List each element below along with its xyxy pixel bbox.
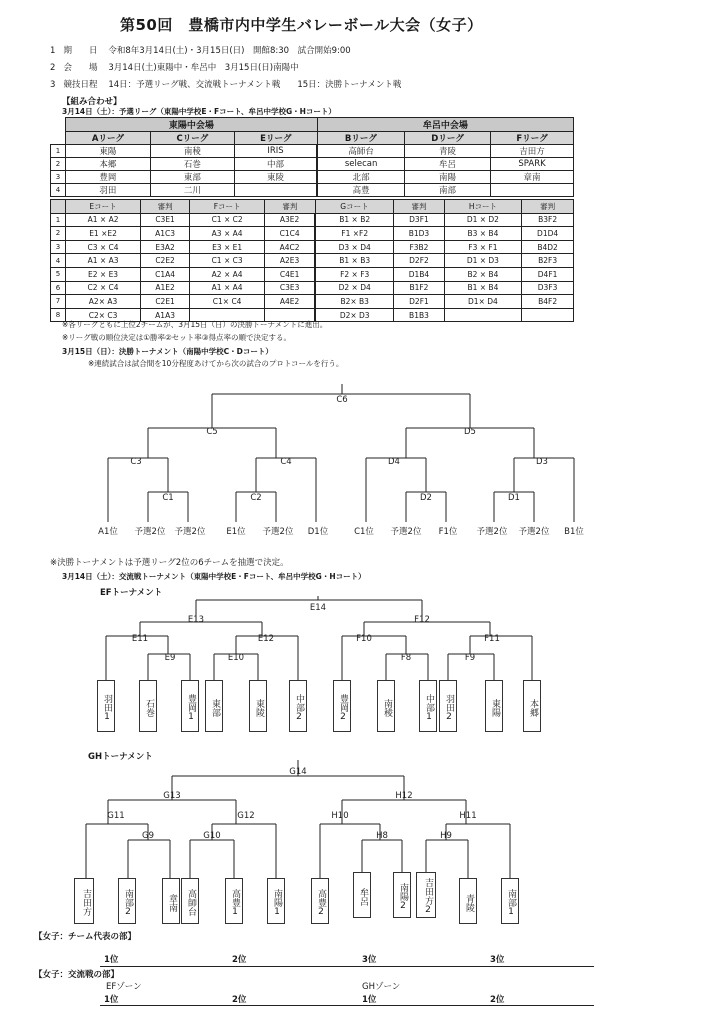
match-cell: A1 × A3 [66,254,141,268]
league-team-cell: SPARK [491,158,574,171]
league-team-cell: 南部 [405,184,491,197]
row-number: 2 [51,158,66,171]
league-row [51,184,574,197]
court-row [51,227,574,241]
match-label: C5 [206,427,218,437]
league-row [51,158,574,171]
match-label: G13 [163,791,181,801]
referee-cell: D2F1 [394,295,444,309]
match-label: H10 [331,811,349,821]
team-box: 南陽2 [393,872,411,918]
day2-header: 3月15日（日）：決勝トーナメント（南陽中学校C・Dコート） [62,347,273,356]
match-cell: C2 × C4 [66,281,141,295]
match-label: F10 [356,634,372,644]
referee-cell: D3F3 [522,281,574,295]
match-label: E12 [257,634,275,644]
league-team-cell: 南陽 [405,171,491,184]
match-label: H8 [376,831,388,841]
league-team-cell: 牟呂 [405,158,491,171]
match-cell: E3 × E1 [190,240,265,254]
team-box: 吉田方2 [416,872,436,918]
team-box: 高豊2 [311,878,329,924]
referee-cell: A3E2 [265,213,315,227]
row-number: 3 [51,171,66,184]
match-cell: A1 × A2 [66,213,141,227]
team-box: 南部1 [501,878,519,924]
league-team-cell: 南稜 [150,145,234,158]
seed-label: B1位 [564,527,584,537]
match-cell: D3 × D4 [315,240,394,254]
match-cell: B3 × B4 [444,227,522,241]
row-number: 4 [51,184,66,197]
match-cell: C3 × C4 [66,240,141,254]
info-row-2 [50,61,299,73]
league-table [50,117,574,197]
kumiawase-heading: 【組み合わせ】 [62,97,122,107]
team-box: 南陽1 [267,878,285,924]
court-header: Hコート [444,200,522,214]
team-results-title: 【女子：チーム代表の部】 [34,932,137,942]
league-team-cell [491,184,574,197]
row-number: 1 [51,213,66,227]
league-team-cell: IRIS [234,145,317,158]
rank-label: 1位 [104,995,119,1005]
result-line [100,966,594,967]
match-label: C6 [336,395,348,405]
match-label: H12 [395,791,413,801]
match-label: E13 [187,615,205,625]
exchange-results-title: 【女子：交流戦の部】 [34,970,120,980]
ef-zone-label: EFゾーン [106,982,142,992]
court-row [51,295,574,309]
ef-title: EFトーナメント [100,588,163,598]
league-team-cell: 羽田 [66,184,151,197]
league-rows [51,145,574,197]
match-cell [444,308,522,322]
match-label: G9 [142,831,154,841]
referee-cell: A1C3 [141,227,190,241]
match-label: G11 [107,811,125,821]
match-label: E10 [227,653,245,663]
referee-cell: C3E3 [265,281,315,295]
note-2: ※リーグ戦の順位決定は①勝率②セット率③得点率の順で決定する。 [62,333,291,342]
row-number: 7 [51,295,66,309]
match-cell: D2 × D4 [315,281,394,295]
team-box: 豊岡2 [333,680,351,732]
final-bracket [0,370,724,540]
info-no: 2 [50,63,56,73]
info-row-3 [50,78,401,90]
league-team-cell: 東陵 [234,171,317,184]
league-team-cell: 東陽 [66,145,151,158]
rank-label: 1位 [362,995,377,1005]
ef-bracket [0,596,724,682]
exchange-header: 3月14日（土）：交流戦トーナメント（東陽中学校E・Fコート、牟呂中学校G・Hコート） [62,572,366,581]
referee-cell: A1E2 [141,281,190,295]
court-header: Eコート [66,200,141,214]
court-row [51,213,574,227]
league-team-cell: selecan [317,158,404,171]
match-cell: F2 × F3 [315,267,394,281]
info-no: 3 [50,80,56,90]
row-number: 8 [51,308,66,322]
referee-cell: C2E2 [141,254,190,268]
row-number: 3 [51,240,66,254]
court-row [51,240,574,254]
match-cell: A3 × A4 [190,227,265,241]
league-header: Dリーグ [405,132,491,145]
referee-cell: B3F2 [522,213,574,227]
match-cell: F1 ×F2 [315,227,394,241]
day1-header: 3月14日（土）：予選リーグ（東陽中学校E・Fコート、牟呂中学校G・Hコート） [62,107,336,116]
team-box: 高師台 [181,878,199,924]
referee-cell: A2E3 [265,254,315,268]
seed-label: 予選2位 [476,527,508,537]
seed-label: D1位 [307,527,329,537]
team-box: 羽田2 [439,680,457,732]
match-label: D5 [464,427,476,437]
team-box: 羽田1 [97,680,115,732]
referee-cell: D1B4 [394,267,444,281]
league-team-cell: 中部 [234,158,317,171]
match-label: C2 [250,493,262,503]
rank-label: 2位 [490,995,505,1005]
match-cell: B1 × B4 [444,281,522,295]
row-number: 4 [51,254,66,268]
referee-cell: B1D3 [394,227,444,241]
match-cell: D1× D4 [444,295,522,309]
page-title: 第50回 豊橋市内中学生バレーボール大会（女子） [120,16,483,34]
info-row-1 [50,44,351,56]
match-cell: E2 × E3 [66,267,141,281]
match-label: H9 [440,831,452,841]
league-team-cell: 石巻 [150,158,234,171]
seed-label: 予選2位 [134,527,166,537]
league-header: Fリーグ [491,132,574,145]
court-header: Fコート [190,200,265,214]
league-row [51,171,574,184]
court-rows [51,213,574,322]
seed-label: A1位 [98,527,118,537]
blank-cell [51,118,66,132]
court-header: 審判 [265,200,315,214]
row-number: 6 [51,281,66,295]
league-team-cell: 青陵 [405,145,491,158]
info-label: 会 場 [63,63,98,73]
match-label: F11 [484,634,500,644]
match-label: F12 [414,615,430,625]
info-no: 1 [50,46,56,56]
court-header: 審判 [522,200,574,214]
referee-cell: B4F2 [522,295,574,309]
match-cell: E1 ×E2 [66,227,141,241]
match-cell: C1× C4 [190,295,265,309]
match-label: D4 [388,457,400,467]
match-label: D1 [508,493,520,503]
exchange-note: ※決勝トーナメントは予選リーグ2位の6チームを抽選で決定。 [50,558,289,568]
team-box: 豊岡1 [181,680,199,732]
match-cell: D1 × D2 [444,213,522,227]
note-1: ※各リーグともに上位2チームが、3月15日（日）の決勝トーナメントに進出。 [62,320,328,329]
league-team-cell: 本郷 [66,158,151,171]
rank-label: 2位 [232,995,247,1005]
league-row [51,145,574,158]
referee-cell: D1D4 [522,227,574,241]
team-box: 本郷 [523,680,541,732]
referee-cell: A4E2 [265,295,315,309]
league-team-cell: 二川 [150,184,234,197]
referee-cell: B1B3 [394,308,444,322]
team-box: 南部2 [118,878,136,924]
referee-cell: C1A4 [141,267,190,281]
referee-cell: C1C4 [265,227,315,241]
match-cell: A2× A3 [66,295,141,309]
match-cell: A1 × A4 [190,281,265,295]
court-header: 審判 [394,200,444,214]
match-cell: C1 × C3 [190,254,265,268]
match-cell: A2 × A4 [190,267,265,281]
match-cell: B2 × B4 [444,267,522,281]
day2-note: ※連続試合は試合間を10分程度あけてから次の試合のプロトコールを行う。 [88,359,344,368]
match-cell: D2× D3 [315,308,394,322]
info-text: 14日：予選リーグ戦、交流戦トーナメント戦 15日：決勝トーナメント戦 [108,80,402,90]
court-header: Gコート [315,200,394,214]
match-label: F9 [464,653,476,663]
seed-label: F1位 [438,527,458,537]
match-cell: C2× C3 [66,308,141,322]
referee-cell: A4C2 [265,240,315,254]
team-box: 中部2 [289,680,307,732]
match-label: D2 [420,493,432,503]
match-label: G14 [289,767,307,777]
blank-cell [51,132,66,145]
row-number: 2 [51,227,66,241]
team-box: 吉田方 [74,878,94,924]
match-cell: D1 × D3 [444,254,522,268]
court-header: 審判 [141,200,190,214]
team-box: 東陵 [249,680,267,732]
league-team-cell: 北部 [317,171,404,184]
match-cell: B1 × B3 [315,254,394,268]
team-box: 南稜 [377,680,395,732]
league-team-cell: 章南 [491,171,574,184]
league-team-cell: 高豊 [317,184,404,197]
league-header: Eリーグ [234,132,317,145]
league-team-cell: 高師台 [317,145,404,158]
seed-label: 予選2位 [518,527,550,537]
match-label: F8 [400,653,412,663]
match-label: G10 [203,831,221,841]
gh-zone-label: GHゾーン [362,982,401,992]
referee-cell: F3B2 [394,240,444,254]
league-header: Bリーグ [317,132,404,145]
court-row [51,254,574,268]
team-box: 高豊1 [225,878,243,924]
referee-cell: B4D2 [522,240,574,254]
row-number: 5 [51,267,66,281]
league-header: Aリーグ [66,132,151,145]
referee-cell [522,308,574,322]
league-header: Cリーグ [150,132,234,145]
blank-cell [51,200,66,214]
venue-muro: 牟呂中会場 [317,118,573,132]
referee-cell: C2E1 [141,295,190,309]
team-box: 石巻 [139,680,157,732]
match-label: E14 [309,603,327,613]
referee-cell: D4F1 [522,267,574,281]
gh-bracket [0,760,724,880]
referee-cell: A1A3 [141,308,190,322]
referee-cell: C4E1 [265,267,315,281]
rank-label: 3位 [490,955,505,965]
seed-label: C1位 [354,527,374,537]
referee-cell: B1F2 [394,281,444,295]
team-box: 章南 [162,878,180,924]
match-label: C4 [280,457,292,467]
info-label: 競技日程 [63,80,98,90]
team-box: 東陽 [485,680,503,732]
seed-label: 予選2位 [262,527,294,537]
team-box: 牟呂 [353,872,371,918]
rank-label: 1位 [104,955,119,965]
rank-label: 3位 [362,955,377,965]
match-label: H11 [459,811,477,821]
row-number: 1 [51,145,66,158]
seed-label: E1位 [226,527,246,537]
match-label: E11 [131,634,149,644]
referee-cell: E3A2 [141,240,190,254]
match-cell: F3 × F1 [444,240,522,254]
court-row [51,281,574,295]
gh-bracket-lines [86,760,510,878]
court-table [50,199,574,322]
info-text: 3月14日(土)東陽中・牟呂中 3月15日(日)南陽中 [108,63,299,73]
league-team-cell: 吉田方 [491,145,574,158]
match-cell: C1 × C2 [190,213,265,227]
league-team-cell [234,184,317,197]
match-cell: B1 × B2 [315,213,394,227]
team-box: 青陵 [459,878,477,924]
match-label: G12 [237,811,255,821]
match-label: C1 [162,493,174,503]
match-label: C3 [130,457,142,467]
referee-cell: D3F1 [394,213,444,227]
rank-label: 2位 [232,955,247,965]
seed-label: 予選2位 [174,527,206,537]
venue-touyou: 東陽中会場 [66,118,318,132]
gh-title: GHトーナメント [88,752,153,762]
league-team-cell: 豊岡 [66,171,151,184]
match-label: E9 [164,653,176,663]
info-text: 令和8年3月14日(土)・3月15日(日) 開館8:30 試合開始9:00 [108,46,351,56]
team-box: 東部 [205,680,223,732]
match-label: D3 [536,457,548,467]
league-team-cell: 東部 [150,171,234,184]
info-label: 期 日 [63,46,98,56]
referee-cell: D2F2 [394,254,444,268]
referee-cell: C3E1 [141,213,190,227]
seed-label: 予選2位 [390,527,422,537]
referee-cell: B2F3 [522,254,574,268]
match-cell: B2× B3 [315,295,394,309]
team-box: 中部1 [419,680,437,732]
result-line [100,1005,594,1006]
court-row [51,267,574,281]
